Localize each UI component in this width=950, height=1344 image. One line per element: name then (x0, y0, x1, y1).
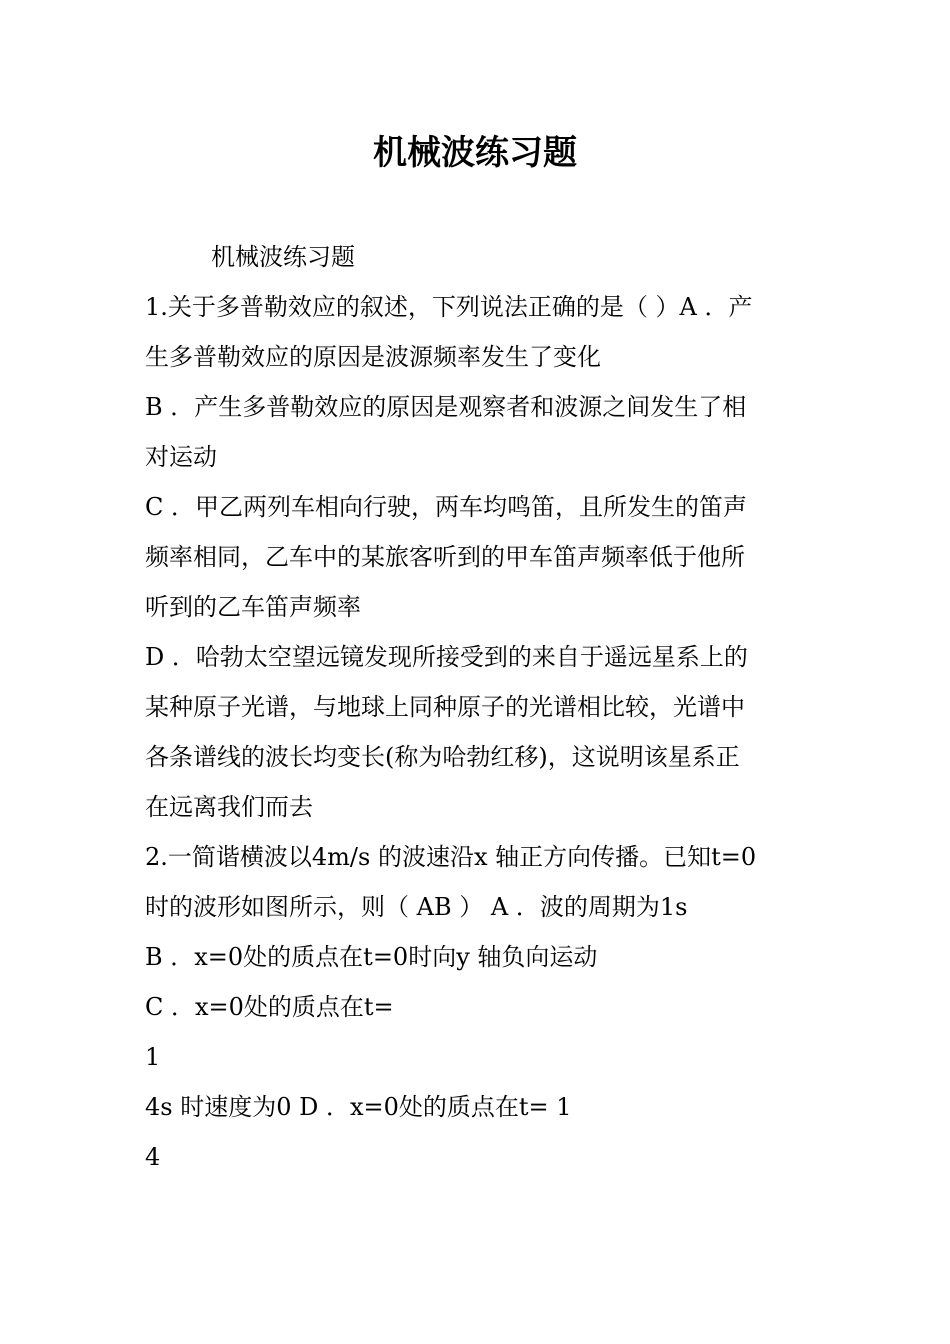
text-line: 某种原子光谱，与地球上同种原子的光谱相比较，光谱中 (145, 693, 745, 721)
text-line: 2.一简谐横波以4m/s 的波速沿x 轴正方向传播。已知t=0 (145, 843, 757, 871)
text-line: 对运动 (145, 443, 217, 471)
text-line: 时的波形如图所示，则（ AB ） A ．波的周期为1s (145, 893, 688, 921)
text-line: C ．甲乙两列车相向行驶，两车均鸣笛，且所发生的笛声 (145, 493, 747, 521)
text-line: C ．x=0处的质点在t= (145, 993, 394, 1021)
text-line: 在远离我们而去 (145, 793, 313, 821)
text-line: 生多普勒效应的原因是波源频率发生了变化 (145, 343, 601, 371)
text-line: 4s 时速度为0 D ．x=0处的质点在t= 1 (145, 1093, 572, 1121)
document-body (145, 232, 810, 1182)
text-line: 1 (145, 1043, 161, 1071)
body-heading-line: 机械波练习题 (211, 243, 355, 271)
text-line: 频率相同，乙车中的某旅客听到的甲车笛声频率低于他所 (145, 543, 745, 571)
text-line: 各条谱线的波长均变长(称为哈勃红移)，这说明该星系正 (145, 743, 740, 771)
text-line: B ．x=0处的质点在t=0时向y 轴负向运动 (145, 943, 598, 971)
text-line: 4 (145, 1143, 161, 1171)
document-title: 机械波练习题 (373, 133, 577, 173)
text-line: 听到的乙车笛声频率 (145, 593, 361, 621)
text-line: 1.关于多普勒效应的叙述，下列说法正确的是（ ）A ．产 (145, 293, 753, 321)
text-line: B ．产生多普勒效应的原因是观察者和波源之间发生了相 (145, 393, 747, 421)
text-line: D ．哈勃太空望远镜发现所接受到的来自于遥远星系上的 (145, 643, 748, 671)
